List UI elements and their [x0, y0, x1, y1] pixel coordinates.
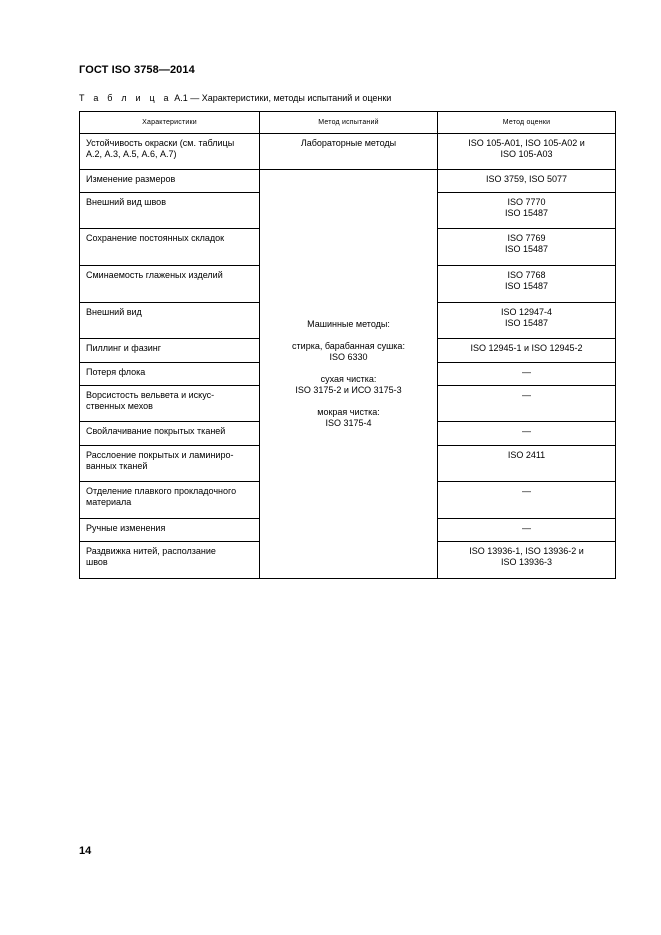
- column-header-characteristics: Характеристики: [80, 112, 260, 134]
- evaluation-cell: [438, 134, 616, 170]
- cell-line: ственных мехов: [86, 401, 153, 411]
- table-caption: [79, 93, 391, 103]
- evaluation-cell: [438, 422, 616, 446]
- evaluation-cell: [438, 229, 616, 266]
- characteristic-cell: [80, 170, 260, 193]
- cell-line: мокрая чистка:: [317, 407, 380, 417]
- cell-line: ванных тканей: [86, 461, 148, 471]
- cell-line: Пиллинг и фазинг: [86, 343, 162, 353]
- cell-line: швов: [86, 557, 108, 567]
- cell-line: Ворсистость вельвета и искус-: [86, 390, 215, 400]
- characteristic-cell: [80, 134, 260, 170]
- cell-line: Внешний вид: [86, 307, 142, 317]
- characteristic-cell: [80, 542, 260, 579]
- table-caption-prefix: Т а б л и ц а: [79, 93, 172, 103]
- cell-line: Потеря флока: [86, 367, 146, 377]
- cell-line: Отделение плавкого прокладочного: [86, 486, 237, 496]
- characteristic-cell: [80, 363, 260, 386]
- cell-line: Машинные методы:: [307, 319, 390, 329]
- characteristic-cell: [80, 229, 260, 266]
- evaluation-cell: [438, 266, 616, 303]
- cell-line: Лабораторные методы: [300, 138, 397, 148]
- page-number: 14: [79, 845, 92, 857]
- cell-line: ISO 3175-4: [325, 418, 372, 428]
- cell-line: Свойлачивание покрытых тканей: [86, 426, 226, 436]
- cell-line: Расслоение покрытых и ламиниро-: [86, 450, 234, 460]
- characteristic-cell: [80, 303, 260, 339]
- characteristic-cell: [80, 422, 260, 446]
- characteristic-cell: [80, 193, 260, 229]
- cell-line: ISO 7768: [507, 270, 546, 280]
- test-method-cell: [260, 134, 438, 170]
- evaluation-cell: [438, 303, 616, 339]
- characteristic-cell: [80, 482, 260, 519]
- evaluation-cell: [438, 363, 616, 386]
- characteristic-cell: [80, 446, 260, 482]
- cell-line: ISO 6330: [329, 352, 368, 362]
- cell-line: сухая чистка:: [320, 374, 377, 384]
- cell-line: Устойчивость окраски (см. таблицы: [86, 138, 235, 148]
- evaluation-cell: [438, 386, 616, 422]
- cell-line: ISO 7769: [507, 233, 546, 243]
- characteristics-table: [79, 111, 616, 579]
- column-header-evaluation-method: Метод оценки: [438, 112, 616, 134]
- table-caption-text: А.1 — Характеристики, методы испытаний и оценки: [171, 93, 392, 103]
- cell-line: —: [522, 367, 531, 377]
- evaluation-cell: [438, 519, 616, 542]
- cell-line: ISO 3759, ISO 5077: [485, 174, 568, 184]
- cell-line: стирка, барабанная сушка:: [292, 341, 405, 351]
- document-header: ГОСТ ISO 3758—2014: [79, 64, 195, 76]
- cell-line: материала: [86, 497, 132, 507]
- cell-line: ISO 105-A01, ISO 105-A02 и: [468, 138, 585, 148]
- column-header-test-method: Метод испытаний: [260, 112, 438, 134]
- evaluation-cell: [438, 339, 616, 363]
- cell-line: ISO 7770: [507, 197, 546, 207]
- cell-line: ISO 105-A03: [500, 149, 553, 159]
- evaluation-cell: [438, 446, 616, 482]
- cell-line: Изменение размеров: [86, 174, 176, 184]
- cell-line: Сохранение постоянных складок: [86, 233, 225, 243]
- cell-line: ISO 12945-1 и ISO 12945-2: [470, 343, 583, 353]
- cell-line: ISO 15487: [504, 318, 549, 328]
- evaluation-cell: [438, 193, 616, 229]
- cell-line: ISO 13936-3: [500, 557, 553, 567]
- table-row: [80, 170, 616, 193]
- cell-line: ISO 15487: [504, 244, 549, 254]
- table-header-row: [80, 112, 616, 134]
- evaluation-cell: [438, 542, 616, 579]
- cell-line: —: [522, 486, 531, 496]
- machine-methods-cell: [260, 170, 438, 579]
- cell-line: —: [522, 523, 531, 533]
- cell-line: ISO 15487: [504, 208, 549, 218]
- cell-line: Раздвижка нитей, расползание: [86, 546, 216, 556]
- cell-line: ISO 13936-1, ISO 13936-2 и: [469, 546, 584, 556]
- cell-line: —: [522, 390, 531, 400]
- cell-line: —: [522, 426, 531, 436]
- cell-line: Сминаемость глаженых изделий: [86, 270, 223, 280]
- cell-line: Ручные изменения: [86, 523, 166, 533]
- table-row: [80, 134, 616, 170]
- characteristic-cell: [80, 386, 260, 422]
- evaluation-cell: [438, 170, 616, 193]
- cell-line: ISO 2411: [507, 450, 546, 460]
- evaluation-cell: [438, 482, 616, 519]
- characteristic-cell: [80, 519, 260, 542]
- cell-line: ISO 3175-2 и ИСО 3175-3: [295, 385, 402, 395]
- cell-line: Внешний вид швов: [86, 197, 166, 207]
- cell-line: А.2, А.3, А.5, А.6, А.7): [86, 149, 177, 159]
- cell-line: ISO 12947-4: [500, 307, 553, 317]
- characteristic-cell: [80, 266, 260, 303]
- characteristic-cell: [80, 339, 260, 363]
- cell-line: ISO 15487: [504, 281, 549, 291]
